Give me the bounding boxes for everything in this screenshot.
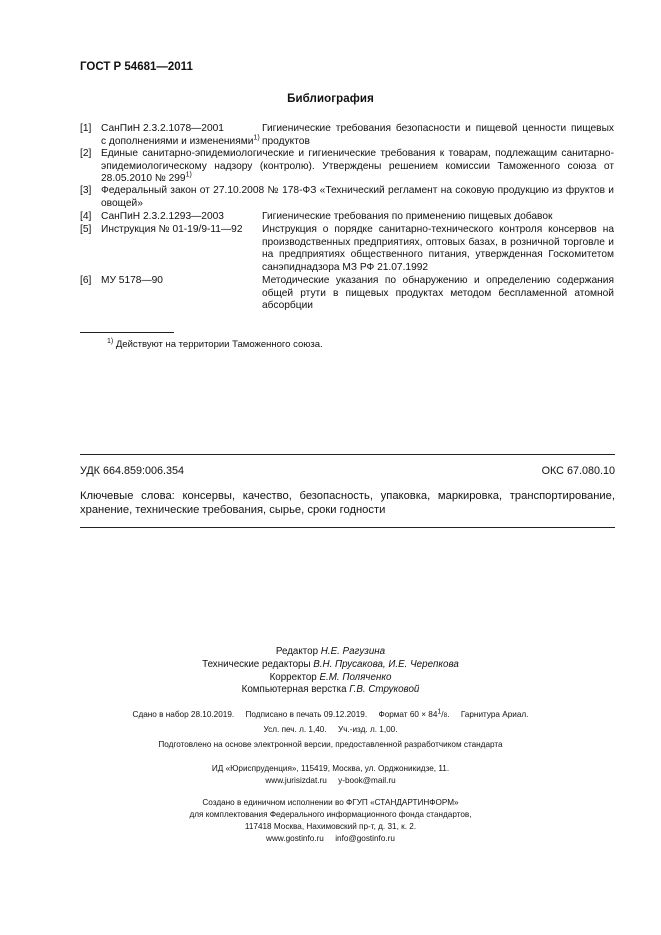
bib-description <box>101 148 614 186</box>
bib-description: Методические указания по обнаружению и определению содержания общей ртути в пищевых продуктах методом беспламенной атомной абсорбции <box>262 275 614 312</box>
keywords: Ключевые слова: консервы, качество, безопасность, упаковка, маркировка, транспортирование, хранение, технические требования, сырье, сроки годности <box>80 490 615 516</box>
bib-ref-line: СанПиН 2.3.2.1078—2001 <box>101 123 224 134</box>
bib-reference: Инструкция № 01-19/9-11—92 <box>101 224 243 235</box>
footnote-text: Действуют на территории Таможенного союза. <box>115 339 323 350</box>
bib-number: [6] <box>80 275 92 286</box>
standard-code: ГОСТ Р 54681—2011 <box>80 61 193 73</box>
bib-description: Федеральный закон от 27.10.2008 № 178-ФЗ «Технический регламент на соковую продукцию из фруктов и овощей» <box>101 185 614 209</box>
printer-line-2: для комплектования Федерального информационного фонда стандартов, <box>189 810 472 819</box>
corrector-line <box>0 672 661 685</box>
format-fraction-den: 8 <box>443 712 448 719</box>
layout-line <box>0 684 661 697</box>
bib-reference: СанПиН 2.3.2.1293—2003 <box>101 211 224 222</box>
bib-ref-line: с дополнениями и изменениями <box>101 135 254 147</box>
bib-description: Гигиенические требования по применению пищевых добавок <box>262 211 553 222</box>
prepared-note: Подготовлено на основе электронной версии, предоставленной разработчиком стандарта <box>158 740 503 749</box>
oks-code: ОКС 67.080.10 <box>541 465 615 477</box>
bibliography-heading: Библиография <box>287 93 374 105</box>
bib-number: [3] <box>80 185 92 196</box>
footnote-mark: 1) <box>185 171 192 179</box>
corrector-name: Е.М. Поляченко <box>319 671 392 683</box>
udk-code: УДК 664.859:006.354 <box>80 465 185 477</box>
footnote-mark: 1) <box>107 337 114 345</box>
bib-text: Единые санитарно-эпидемиологические и гигиенические требования к товарам, подлежащим санитарно-эпидемиологическому надзору (контролю). Утверждены решением комиссии Таможенного союза от 28.05.2010 № 299 <box>101 148 614 185</box>
layout-name: Г.В. Струковой <box>349 684 420 696</box>
publisher-contacts: www.jurisizdat.ru y-book@mail.ru <box>265 776 396 785</box>
bib-reference: МУ 5178—90 <box>101 275 163 286</box>
imprint-line-1: Сдано в набор 28.10.2019. Подписано в печать 09.12.2019. Формат 60 × 841/8. Гарнитура Ариал. <box>132 708 529 719</box>
layout-label: Компьютерная верстка <box>241 684 347 696</box>
imprint-tail: . Гарнитура Ариал. <box>447 710 529 719</box>
bib-number: [5] <box>80 224 92 235</box>
footnote <box>107 339 323 350</box>
tech-label: Технические редакторы <box>202 658 311 670</box>
footnote-divider <box>80 332 174 333</box>
printer-line-1: Создано в единичном исполнении во ФГУП «СТАНДАРТИНФОРМ» <box>202 798 459 807</box>
bib-description: Инструкция о порядке санитарно-технического контроля консервов на производственных предприятиях, оптовых базах, в розничной торговле и на предприятиях общественного питания, утвержденная Госкомитетом санэпиднадзора МЗ РФ 21.07.1992 <box>262 224 614 273</box>
imprint-line-2: Усл. печ. л. 1,40. Уч.-изд. л. 1,00. <box>263 725 398 734</box>
top-rule <box>80 454 615 455</box>
imprint-text: Сдано в набор 28.10.2019. Подписано в печать 09.12.2019. Формат 60 × 84 <box>132 710 438 719</box>
footnote-mark: 1) <box>253 134 260 142</box>
tech-names: В.Н. Прусакова, И.Е. Черепкова <box>313 658 459 670</box>
tech-editors-line <box>0 659 661 672</box>
credits-block <box>0 646 661 697</box>
bib-reference <box>101 123 260 148</box>
bib-number: [4] <box>80 211 92 222</box>
format-fraction-num: 1 <box>437 708 442 716</box>
printer-line-3: 117418 Москва, Нахимовский пр-т, д. 31, к. 2. <box>244 822 417 831</box>
bib-number: [1] <box>80 123 92 134</box>
bib-number: [2] <box>80 148 92 159</box>
corrector-label: Корректор <box>269 671 317 683</box>
editor-name: Н.Е. Рагузина <box>320 646 386 657</box>
printer-line-4: www.gostinfo.ru info@gostinfo.ru <box>266 834 395 843</box>
bottom-rule <box>80 527 615 528</box>
editor-line <box>0 646 661 659</box>
publisher-address: ИД «Юриспруденция», 115419, Москва, ул. Орджоникидзе, 11. <box>211 764 450 773</box>
bib-description: Гигиенические требования безопасности и пищевой ценности пищевых продуктов <box>262 123 614 147</box>
editor-label: Редактор <box>275 646 319 657</box>
